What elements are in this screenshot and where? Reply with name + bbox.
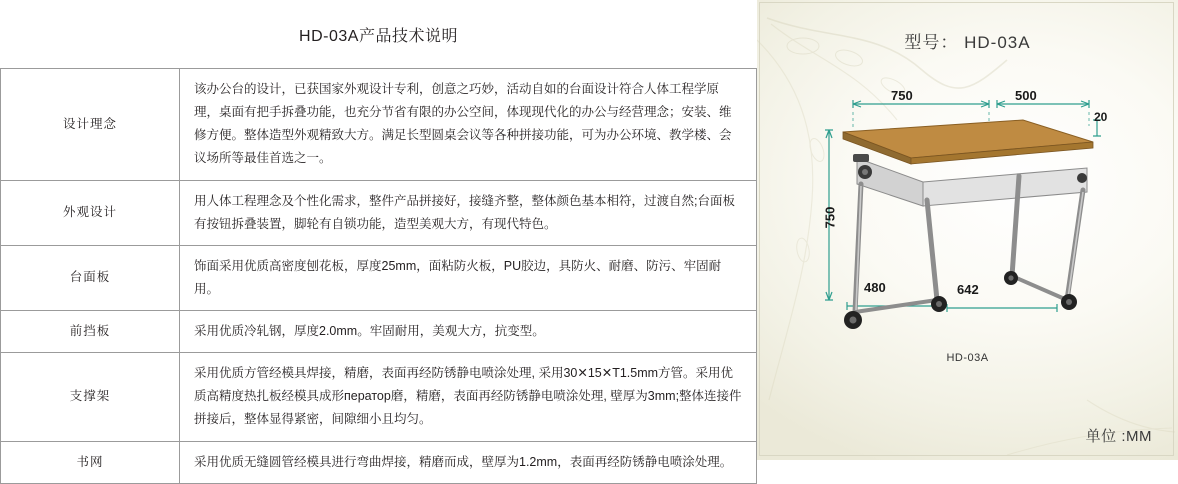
row-value: 采用优质无缝圆管经模具进行弯曲焊接，精磨而成，壁厚为1.2mm，表面再经防锈静电喷涂处理。: [180, 441, 757, 483]
product-diagram-panel: [757, 0, 1178, 460]
row-label: 支撑架: [1, 353, 180, 441]
row-value: 采用优质冷轧钢，厚度2.0mm。牢固耐用，美观大方，抗变型。: [180, 311, 757, 353]
table-row: [1, 69, 757, 181]
table-row: [1, 441, 757, 483]
modesty-panel-shape: [857, 158, 1087, 206]
dimension-base-front: 480: [864, 280, 886, 295]
diagram-caption: HD-03A: [946, 352, 989, 364]
table-row: [1, 311, 757, 353]
dimension-height: 750: [822, 206, 838, 229]
row-value: 该办公台的设计，已获国家外观设计专利，创意之巧妙，活动自如的台面设计符合人体工程学原理，桌面有把手拆叠功能，也充分节省有限的办公空间，体现现代化的办公与经营理念；安装、维修方便。整体造型外观精致大方。满足长型圆桌会议等各种拼接功能，可为办公环境、教学楼、会议场所等最佳首选之一。: [180, 69, 757, 181]
dimension-thickness: 20: [1094, 110, 1108, 124]
dimension-top-depth: 500: [1015, 88, 1037, 103]
row-value: 采用优质方管经模具焊接，精磨，表面再经防锈静电喷涂处理, 采用30✕15✕T1.5mm方管。采用优质高精度热扎板经模具成形ператор磨，精磨，表面再经防锈静电喷涂处理, 壁厚为3mm;整体连接件拼接后，整体显得紧密，间隙细小且均匀。: [180, 353, 757, 441]
tabletop-shape: [843, 120, 1093, 164]
row-label: 设计理念: [1, 69, 180, 181]
table-row: [1, 245, 757, 310]
desk-line-drawing: [757, 0, 1178, 460]
dimension-base-side: 642: [957, 282, 979, 297]
row-label: 台面板: [1, 245, 180, 310]
spec-table: [0, 68, 757, 484]
table-row: [1, 180, 757, 245]
page-title: HD-03A产品技术说明: [299, 27, 458, 45]
unit-label: 单位 :MM: [1085, 428, 1152, 445]
model-label: 型号： HD-03A: [904, 33, 1031, 52]
row-label: 外观设计: [1, 180, 180, 245]
row-value: 用人体工程理念及个性化需求，整件产品拼接好，接缝齐整，整体颜色基本相符，过渡自然;台面板有按钮拆叠装置，脚轮有自锁功能，造型美观大方，有现代特色。: [180, 180, 757, 245]
table-row: [1, 353, 757, 441]
row-label: 前挡板: [1, 311, 180, 353]
row-label: 书网: [1, 441, 180, 483]
dimension-top-width: 750: [891, 88, 913, 103]
row-value: 饰面采用优质高密度刨花板，厚度25mm，面粘防火板，PU胶边，具防火、耐磨、防污、牢固耐用。: [180, 245, 757, 310]
